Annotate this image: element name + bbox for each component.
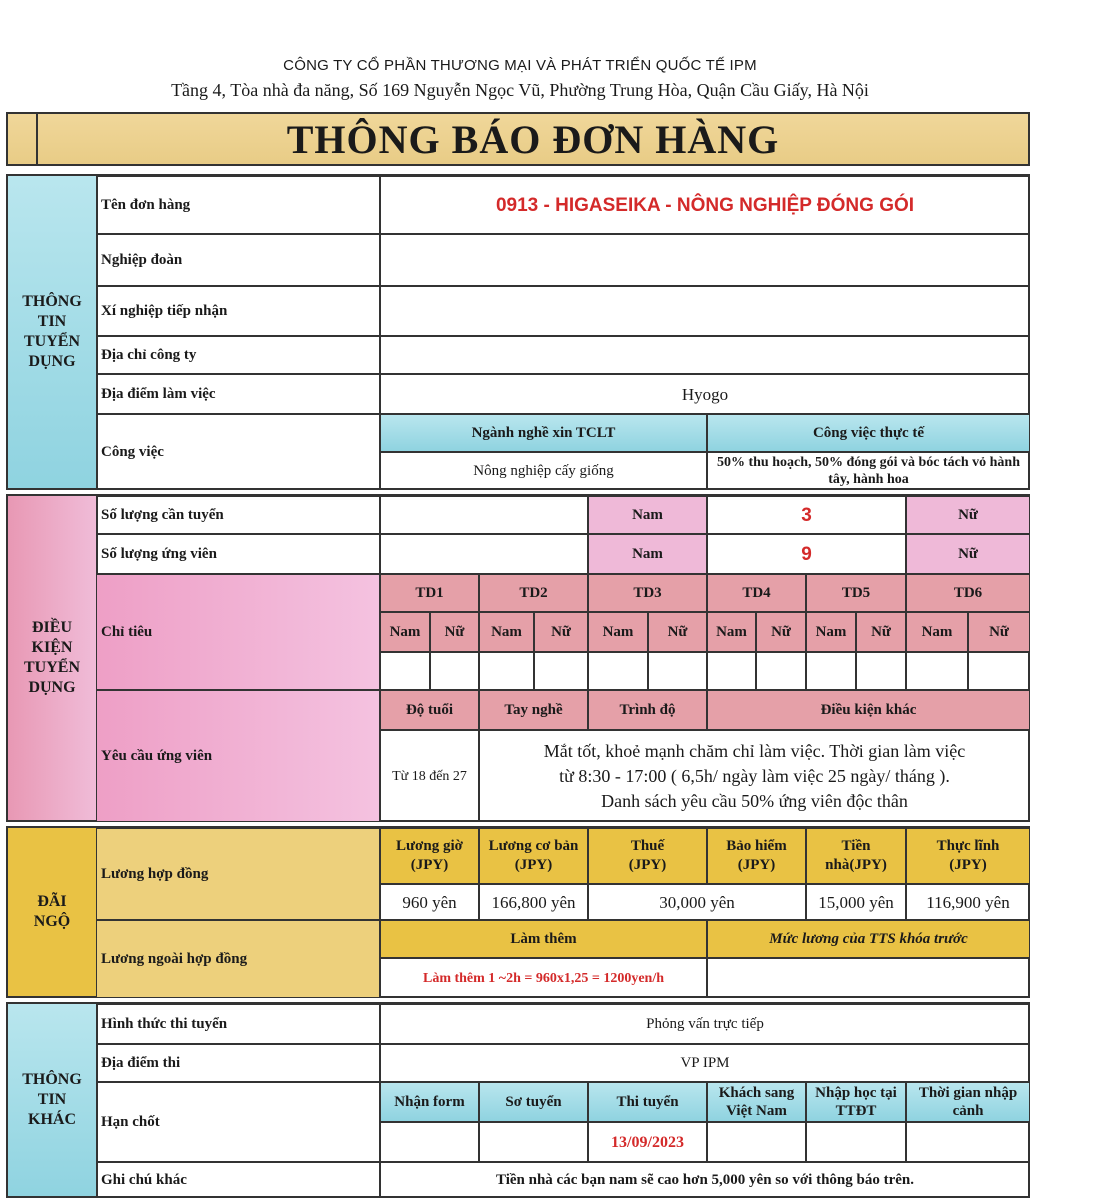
actual-job-header: Công việc thực tế xyxy=(707,414,1030,452)
td4-female: Nữ xyxy=(756,612,806,652)
recruit-male-count: 3 xyxy=(707,496,906,534)
candidates-female-label: Nữ xyxy=(906,534,1030,574)
company-label: Xí nghiệp tiếp nhận xyxy=(96,286,380,336)
section-other-info xyxy=(6,1002,1030,1198)
exam-form-value: Phỏng vấn trực tiếp xyxy=(380,1004,1030,1044)
preliminary-date xyxy=(479,1122,588,1162)
td4-header: TD4 xyxy=(707,574,806,612)
quota-cell xyxy=(430,652,479,690)
hourly-wage-header: Lương giờ (JPY) xyxy=(380,828,479,884)
quota-cell xyxy=(968,652,1030,690)
other-conditions-header: Điều kiện khác xyxy=(707,690,1030,730)
company-address-label: Địa chỉ công ty xyxy=(96,336,380,374)
contract-salary-label: Lương hợp đồng xyxy=(96,828,380,920)
quota-cell xyxy=(806,652,856,690)
td2-female: Nữ xyxy=(534,612,588,652)
quota-cell xyxy=(906,652,968,690)
preliminary-header: Sơ tuyển xyxy=(479,1082,588,1122)
exam-form-label: Hình thức thi tuyển xyxy=(96,1004,380,1044)
td5-male: Nam xyxy=(806,612,856,652)
quota-label: Chỉ tiêu xyxy=(96,574,380,690)
quota-cell xyxy=(479,652,534,690)
net-salary-header: Thực lĩnh (JPY) xyxy=(906,828,1030,884)
other-notes-value: Tiền nhà các bạn nam sẽ cao hơn 5,000 yên so với thông báo trên. xyxy=(380,1162,1030,1198)
extra-salary-label: Lương ngoài hợp đồng xyxy=(96,920,380,998)
housing-header: Tiền nhà(JPY) xyxy=(806,828,906,884)
client-visit-header: Khách sang Việt Nam xyxy=(707,1082,806,1122)
quota-cell xyxy=(380,652,430,690)
requirements-label: Yêu cầu ứng viên xyxy=(96,690,380,822)
industry-header: Ngành nghề xin TCLT xyxy=(380,414,707,452)
quota-cell xyxy=(534,652,588,690)
section-recruitment-info xyxy=(6,174,1030,490)
candidates-male-count: 9 xyxy=(707,534,906,574)
work-location: Hyogo xyxy=(380,374,1030,414)
entry-time-header: Thời gian nhập cảnh xyxy=(906,1082,1030,1122)
base-salary-value: 166,800 yên xyxy=(479,884,588,920)
td5-header: TD5 xyxy=(806,574,906,612)
td1-male: Nam xyxy=(380,612,430,652)
training-enrollment-header: Nhập học tại TTĐT xyxy=(806,1082,906,1122)
candidates-count-blank xyxy=(380,534,588,574)
td3-header: TD3 xyxy=(588,574,707,612)
td1-header: TD1 xyxy=(380,574,479,612)
actual-job-value: 50% thu hoạch, 50% đóng gói và bóc tách vỏ hành tây, hành hoa xyxy=(707,452,1030,490)
quota-cell xyxy=(756,652,806,690)
overtime-value: Làm thêm 1 ~2h = 960x1,25 = 1200yen/h xyxy=(380,958,707,998)
section-band-conditions: ĐIỀU KIỆN TUYỂN DỤNG xyxy=(8,496,98,820)
quota-cell xyxy=(588,652,648,690)
hourly-wage-value: 960 yên xyxy=(380,884,479,920)
overtime-header: Làm thêm xyxy=(380,920,707,958)
td3-male: Nam xyxy=(588,612,648,652)
union-value xyxy=(380,234,1030,286)
training-enrollment-date xyxy=(806,1122,906,1162)
company-value xyxy=(380,286,1030,336)
candidates-male-label: Nam xyxy=(588,534,707,574)
recruit-count-blank xyxy=(380,496,588,534)
company-address-value xyxy=(380,336,1030,374)
td2-male: Nam xyxy=(479,612,534,652)
age-value: Từ 18 đến 27 xyxy=(380,730,479,822)
td5-female: Nữ xyxy=(856,612,906,652)
td3-female: Nữ xyxy=(648,612,707,652)
client-visit-date xyxy=(707,1122,806,1162)
job-label: Công việc xyxy=(96,414,380,490)
section-band-benefits: ĐÃI NGỘ xyxy=(8,828,98,996)
td6-female: Nữ xyxy=(968,612,1030,652)
exam-place-value: VP IPM xyxy=(380,1044,1030,1082)
deadline-label: Hạn chốt xyxy=(96,1082,380,1162)
previous-trainee-salary-header: Mức lương của TTS khóa trước xyxy=(707,920,1030,958)
order-name: 0913 - HIGASEIKA - NÔNG NGHIỆP ĐÓNG GÓI xyxy=(380,176,1030,234)
other-notes-label: Ghi chú khác xyxy=(96,1162,380,1198)
td4-male: Nam xyxy=(707,612,756,652)
tax-header: Thuế (JPY) xyxy=(588,828,707,884)
form-receipt-date xyxy=(380,1122,479,1162)
recruit-count-label: Số lượng cần tuyển xyxy=(96,496,380,534)
quota-cell xyxy=(707,652,756,690)
age-header: Độ tuổi xyxy=(380,690,479,730)
section-recruitment-conditions xyxy=(6,494,1030,822)
page-title: THÔNG BÁO ĐƠN HÀNG xyxy=(36,114,1028,164)
company-name: CÔNG TY CỔ PHẦN THƯƠNG MẠI VÀ PHÁT TRIỂN QUỐC TẾ IPM xyxy=(283,57,757,74)
td6-header: TD6 xyxy=(906,574,1030,612)
exam-date: 13/09/2023 xyxy=(588,1122,707,1162)
candidates-count-label: Số lượng ứng viên xyxy=(96,534,380,574)
skill-header: Tay nghề xyxy=(479,690,588,730)
exam-place-label: Địa điểm thi xyxy=(96,1044,380,1082)
quota-cell xyxy=(856,652,906,690)
housing-value: 15,000 yên xyxy=(806,884,906,920)
entry-time-date xyxy=(906,1122,1030,1162)
recruit-male-label: Nam xyxy=(588,496,707,534)
education-header: Trình độ xyxy=(588,690,707,730)
exam-header: Thi tuyển xyxy=(588,1082,707,1122)
section-band-recruitment-info: THÔNG TIN TUYỂN DỤNG xyxy=(8,176,98,488)
company-address: Tầng 4, Tòa nhà đa năng, Số 169 Nguyễn Ngọc Vũ, Phường Trung Hòa, Quận Cầu Giấy, Hà Nội xyxy=(171,80,869,100)
previous-trainee-salary-value xyxy=(707,958,1030,998)
base-salary-header: Lương cơ bản (JPY) xyxy=(479,828,588,884)
other-conditions-value: Mắt tốt, khoẻ mạnh chăm chỉ làm việc. Thời gian làm việc từ 8:30 - 17:00 ( 6,5h/ ngày làm việc 25 ngày/ tháng ). Danh sách yêu cầu 50% ứng viên độc thân xyxy=(479,730,1030,822)
section-band-other-info: THÔNG TIN KHÁC xyxy=(8,1004,98,1196)
td2-header: TD2 xyxy=(479,574,588,612)
title-banner xyxy=(6,112,1030,166)
recruit-female-label: Nữ xyxy=(906,496,1030,534)
section-benefits xyxy=(6,826,1030,998)
form-receipt-header: Nhận form xyxy=(380,1082,479,1122)
order-name-label: Tên đơn hàng xyxy=(96,176,380,234)
union-label: Nghiệp đoàn xyxy=(96,234,380,286)
net-salary-value: 116,900 yên xyxy=(906,884,1030,920)
industry-value: Nông nghiệp cấy giống xyxy=(380,452,707,490)
tax-value: 30,000 yên xyxy=(588,884,806,920)
td1-female: Nữ xyxy=(430,612,479,652)
insurance-header: Bảo hiểm (JPY) xyxy=(707,828,806,884)
td6-male: Nam xyxy=(906,612,968,652)
work-location-label: Địa điểm làm việc xyxy=(96,374,380,414)
quota-cell xyxy=(648,652,707,690)
